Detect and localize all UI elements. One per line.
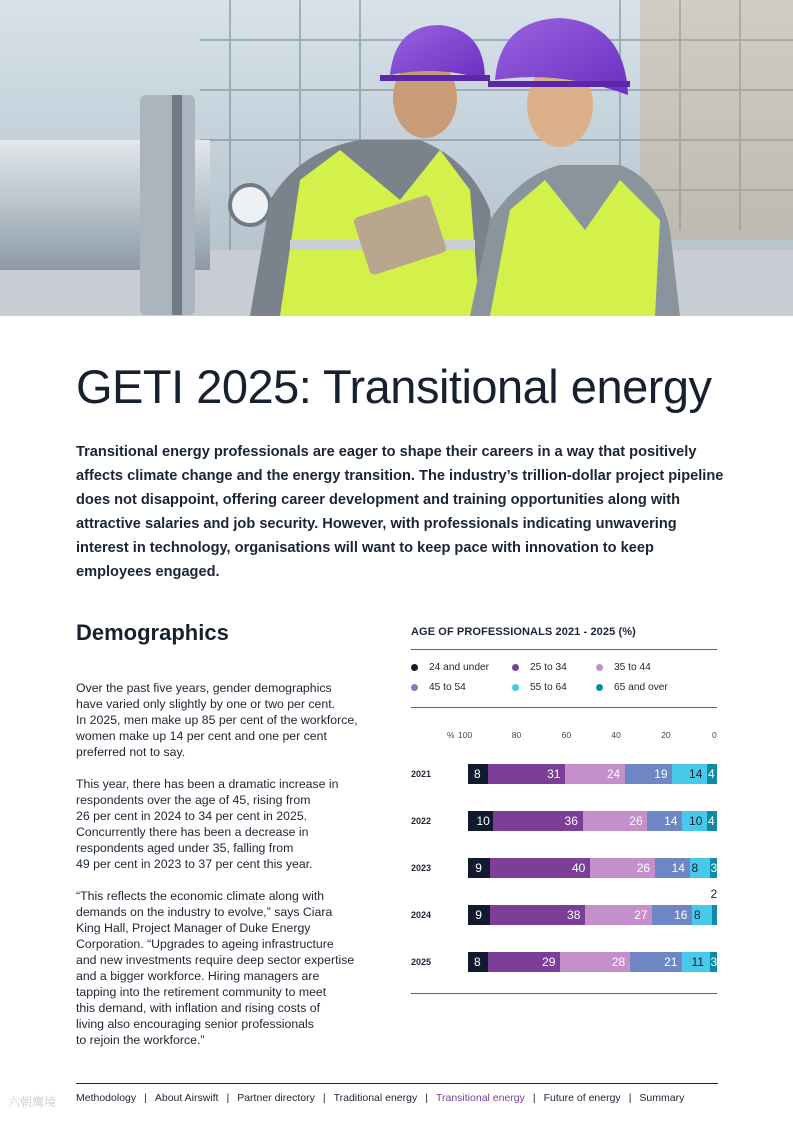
year-label: 2024 [411,910,432,920]
intro-text: Transitional energy professionals are eager to shape their careers in a way that positively affects climate change and the energy transition. The industry’s trillion-dollar project pipeline does not disappoint, offering career development and training opportunities along with attractive salaries and job security. However, with professionals indicating unwavering interest in technology, organisations will want to keep pace with innovation to keep employees engaged. [76,444,724,580]
chart-bottom-rule [411,993,717,994]
legend-label: 35 to 44 [614,662,651,673]
legend-item [411,682,466,693]
bar-value-label: 27 [634,908,648,922]
axis-tick-label: 60 [561,730,572,740]
bar-value-label: 38 [567,908,581,922]
bar-value-label: 40 [572,861,586,875]
axis-tick-label: 100 [458,730,473,740]
legend-dot [512,684,519,691]
axis-unit-label: % [447,730,455,740]
footer-nav-link[interactable]: Future of energy [543,1092,621,1104]
nav-separator: | [628,1092,632,1104]
bar-value-label: 28 [611,955,626,969]
bar-value-label: 14 [671,861,685,875]
age-chart [411,622,718,1002]
bar-value-label: 16 [674,908,688,922]
legend-item [512,662,567,673]
footer-nav-link[interactable]: Transitional energy [435,1092,525,1104]
legend-dot [596,684,603,691]
bar-value-label: 2 [710,887,718,901]
demographics-paragraph: This year, there has been a dramatic increase in respondents over the age of 45, rising from 26 per cent in 2024 to 34 per cent in 2025. Concurrently there has been a decrease in respondents aged under 35, falling from 49 per cent in 2023 to 37 per cent this year. [76,777,339,871]
chart-top-rule [411,649,717,650]
footer-nav-link[interactable]: Summary [639,1092,685,1104]
watermark-text: 六朝鹰境 [8,1095,57,1109]
axis-tick-label: 80 [511,730,522,740]
year-label: 2025 [411,957,432,967]
legend-item [411,662,489,673]
bar-value-label: 10 [689,814,703,828]
bar-value-label: 31 [547,767,561,781]
bar-value-label: 11 [691,955,704,969]
hero-photo [0,0,793,316]
legend-dot [411,664,418,671]
legend-rule [411,707,717,708]
bar-value-label: 8 [691,861,699,875]
bar-value-label: 29 [542,955,556,969]
footer-nav-link[interactable]: Traditional energy [333,1092,418,1104]
demographics-paragraph: “This reflects the economic climate along with demands on the industry to evolve,” says Ciara King Hall, Project Manager of Duke Energy Corporation. “Upgrades to ageing infrastructure and new investments require deep sector expertise and a bigger workforce. Hiring managers are tapping into the retirement community to meet this demand, with inflation and rising costs of living also encouraging senior professionals to rejoin the workforce.” [76,889,355,1047]
legend-label: 55 to 64 [530,682,567,693]
legend-label: 24 and under [429,662,490,673]
legend-label: 45 to 54 [429,682,466,693]
footer-nav-link[interactable]: Methodology [76,1092,137,1104]
bar-value-label: 14 [664,814,678,828]
intro-paragraph [76,440,726,584]
bar-segment [712,905,717,925]
bar-value-label: 8 [473,955,481,969]
legend-item [596,682,668,693]
bar-value-label: 36 [564,814,578,828]
page-title: GETI 2025: Transitional energy [76,360,712,413]
bar-value-label: 26 [636,861,651,875]
legend-item [596,662,651,673]
footer-nav-link[interactable]: About Airswift [154,1092,219,1104]
bar-value-label: 8 [694,908,701,922]
nav-separator: | [144,1092,147,1104]
bar-value-label: 4 [708,767,715,781]
workers-illustration [0,0,793,316]
year-label: 2022 [411,816,432,826]
legend-label: 65 and over [614,682,668,693]
year-label: 2021 [411,769,432,779]
bar-value-label: 4 [708,814,715,828]
demographics-heading: Demographics [76,620,229,645]
axis-tick-label: 20 [661,730,671,740]
nav-separator: | [425,1092,428,1104]
nav-separator: | [226,1092,230,1104]
axis-tick-label: 0 [712,730,717,740]
legend-dot [596,664,603,671]
nav-separator: | [532,1092,536,1104]
demographics-paragraph: Over the past five years, gender demographics have varied only slightly by one or two per cent. In 2025, men make up 85 per cent of the workforce, women make up 14 per cent and one per cent preferred not to say. [76,681,358,759]
bar-value-label: 3 [710,955,718,969]
bar-value-label: 9 [475,908,482,922]
footer-nav [76,1092,684,1104]
footer-rule [76,1083,718,1084]
legend-dot [512,664,519,671]
bar-value-label: 3 [710,861,718,875]
bar-value-label: 24 [606,767,621,781]
bar-value-label: 21 [664,955,678,969]
legend-dot [411,684,418,691]
bar-value-label: 8 [473,767,481,781]
nav-separator: | [322,1092,326,1104]
bar-value-label: 14 [689,767,703,781]
chart-title: AGE OF PROFESSIONALS 2021 - 2025 (%) [411,626,636,638]
legend-label: 25 to 34 [530,662,567,673]
year-label: 2023 [411,863,432,873]
legend-item [512,682,567,693]
bar-value-label: 9 [475,861,482,875]
axis-tick-label: 40 [611,730,621,740]
bar-value-label: 26 [629,814,643,828]
footer-nav-link[interactable]: Partner directory [237,1092,315,1104]
demographics-body [76,680,388,1064]
bar-value-label: 10 [476,814,490,828]
bar-value-label: 19 [654,767,668,781]
